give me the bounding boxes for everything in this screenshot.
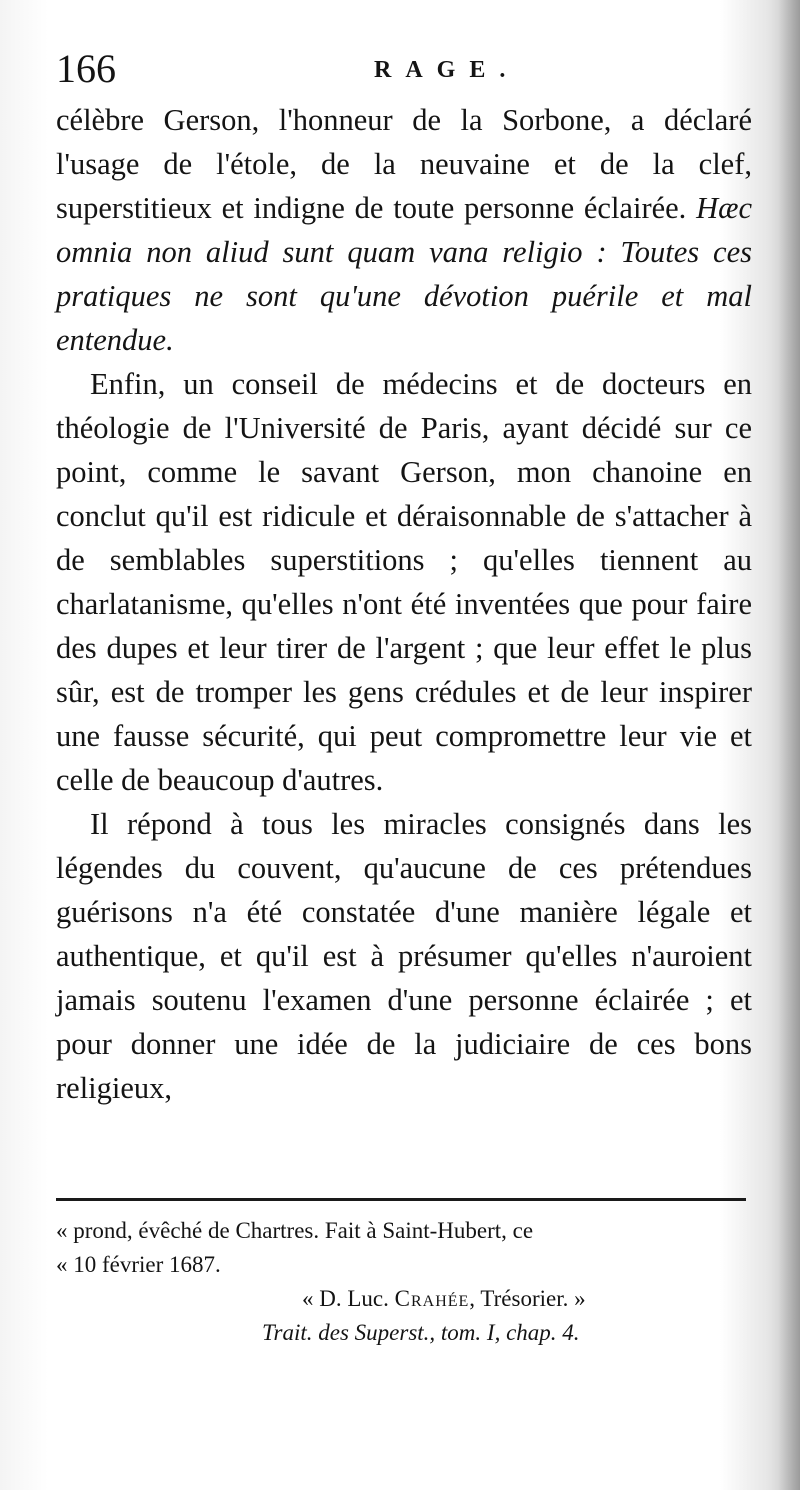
signature-suffix: , Trésorier. »: [469, 1286, 586, 1311]
footnote-signature: [56, 1282, 756, 1316]
running-head: [56, 44, 746, 94]
paragraph-2: Enfin, un conseil de médecins et de docteurs en théologie de l'Université de Paris, ayant décidé sur ce point, comme le savant Gerson, mon chanoine en conclut qu'il est ridicule et déraisonnable de s'attacher à de semblables superstitions ; qu'elles tiennent au charlatanisme, qu'elles n'ont été inventées que pour faire des dupes et leur tirer de l'argent ; que leur effet le plus sûr, est de tromper les gens crédules et de leur inspirer une fausse sécurité, qui peut compromettre leur vie et celle de beaucoup d'autres.: [56, 367, 752, 797]
signature-prefix: « D. Luc.: [302, 1286, 395, 1311]
footnote-line-1: « prond, évêché de Chartres. Fait à Saint-Hubert, ce: [56, 1218, 534, 1243]
running-title: RAGE.: [374, 57, 520, 83]
page-number: 166: [56, 46, 116, 91]
footnote-rule: [56, 1198, 746, 1201]
footnote-reference: Trait. des Superst., tom. I, chap. 4.: [262, 1320, 580, 1345]
main-text: [56, 98, 752, 1110]
footnote-line-2: « 10 février 1687.: [56, 1252, 221, 1277]
page-edge-shadow: [778, 0, 800, 1490]
footnote: [56, 1214, 756, 1350]
paragraph-1-text: célèbre Gerson, l'honneur de la Sorbone, a déclaré l'usage de l'étole, de la neuvaine et de la clef, superstitieux et indigne de toute personne éclairée.: [56, 103, 752, 225]
signature-name: Crahée: [394, 1286, 470, 1311]
paragraph-1-latin-quote: Hæc omnia non aliud sunt quam vana religio : Toutes ces pratiques ne sont qu'une dévotion puérile et mal entendue.: [56, 191, 752, 357]
paragraph-3: Il répond à tous les miracles consignés dans les légendes du couvent, qu'aucune de ces prétendues guérisons n'a été constatée d'une manière légale et authentique, et qu'il est à présumer qu'elles n'auroient jamais soutenu l'examen d'une personne éclairée ; et pour donner une idée de la judiciaire de ces bons religieux,: [56, 807, 752, 1105]
paragraph-1: [56, 98, 752, 362]
